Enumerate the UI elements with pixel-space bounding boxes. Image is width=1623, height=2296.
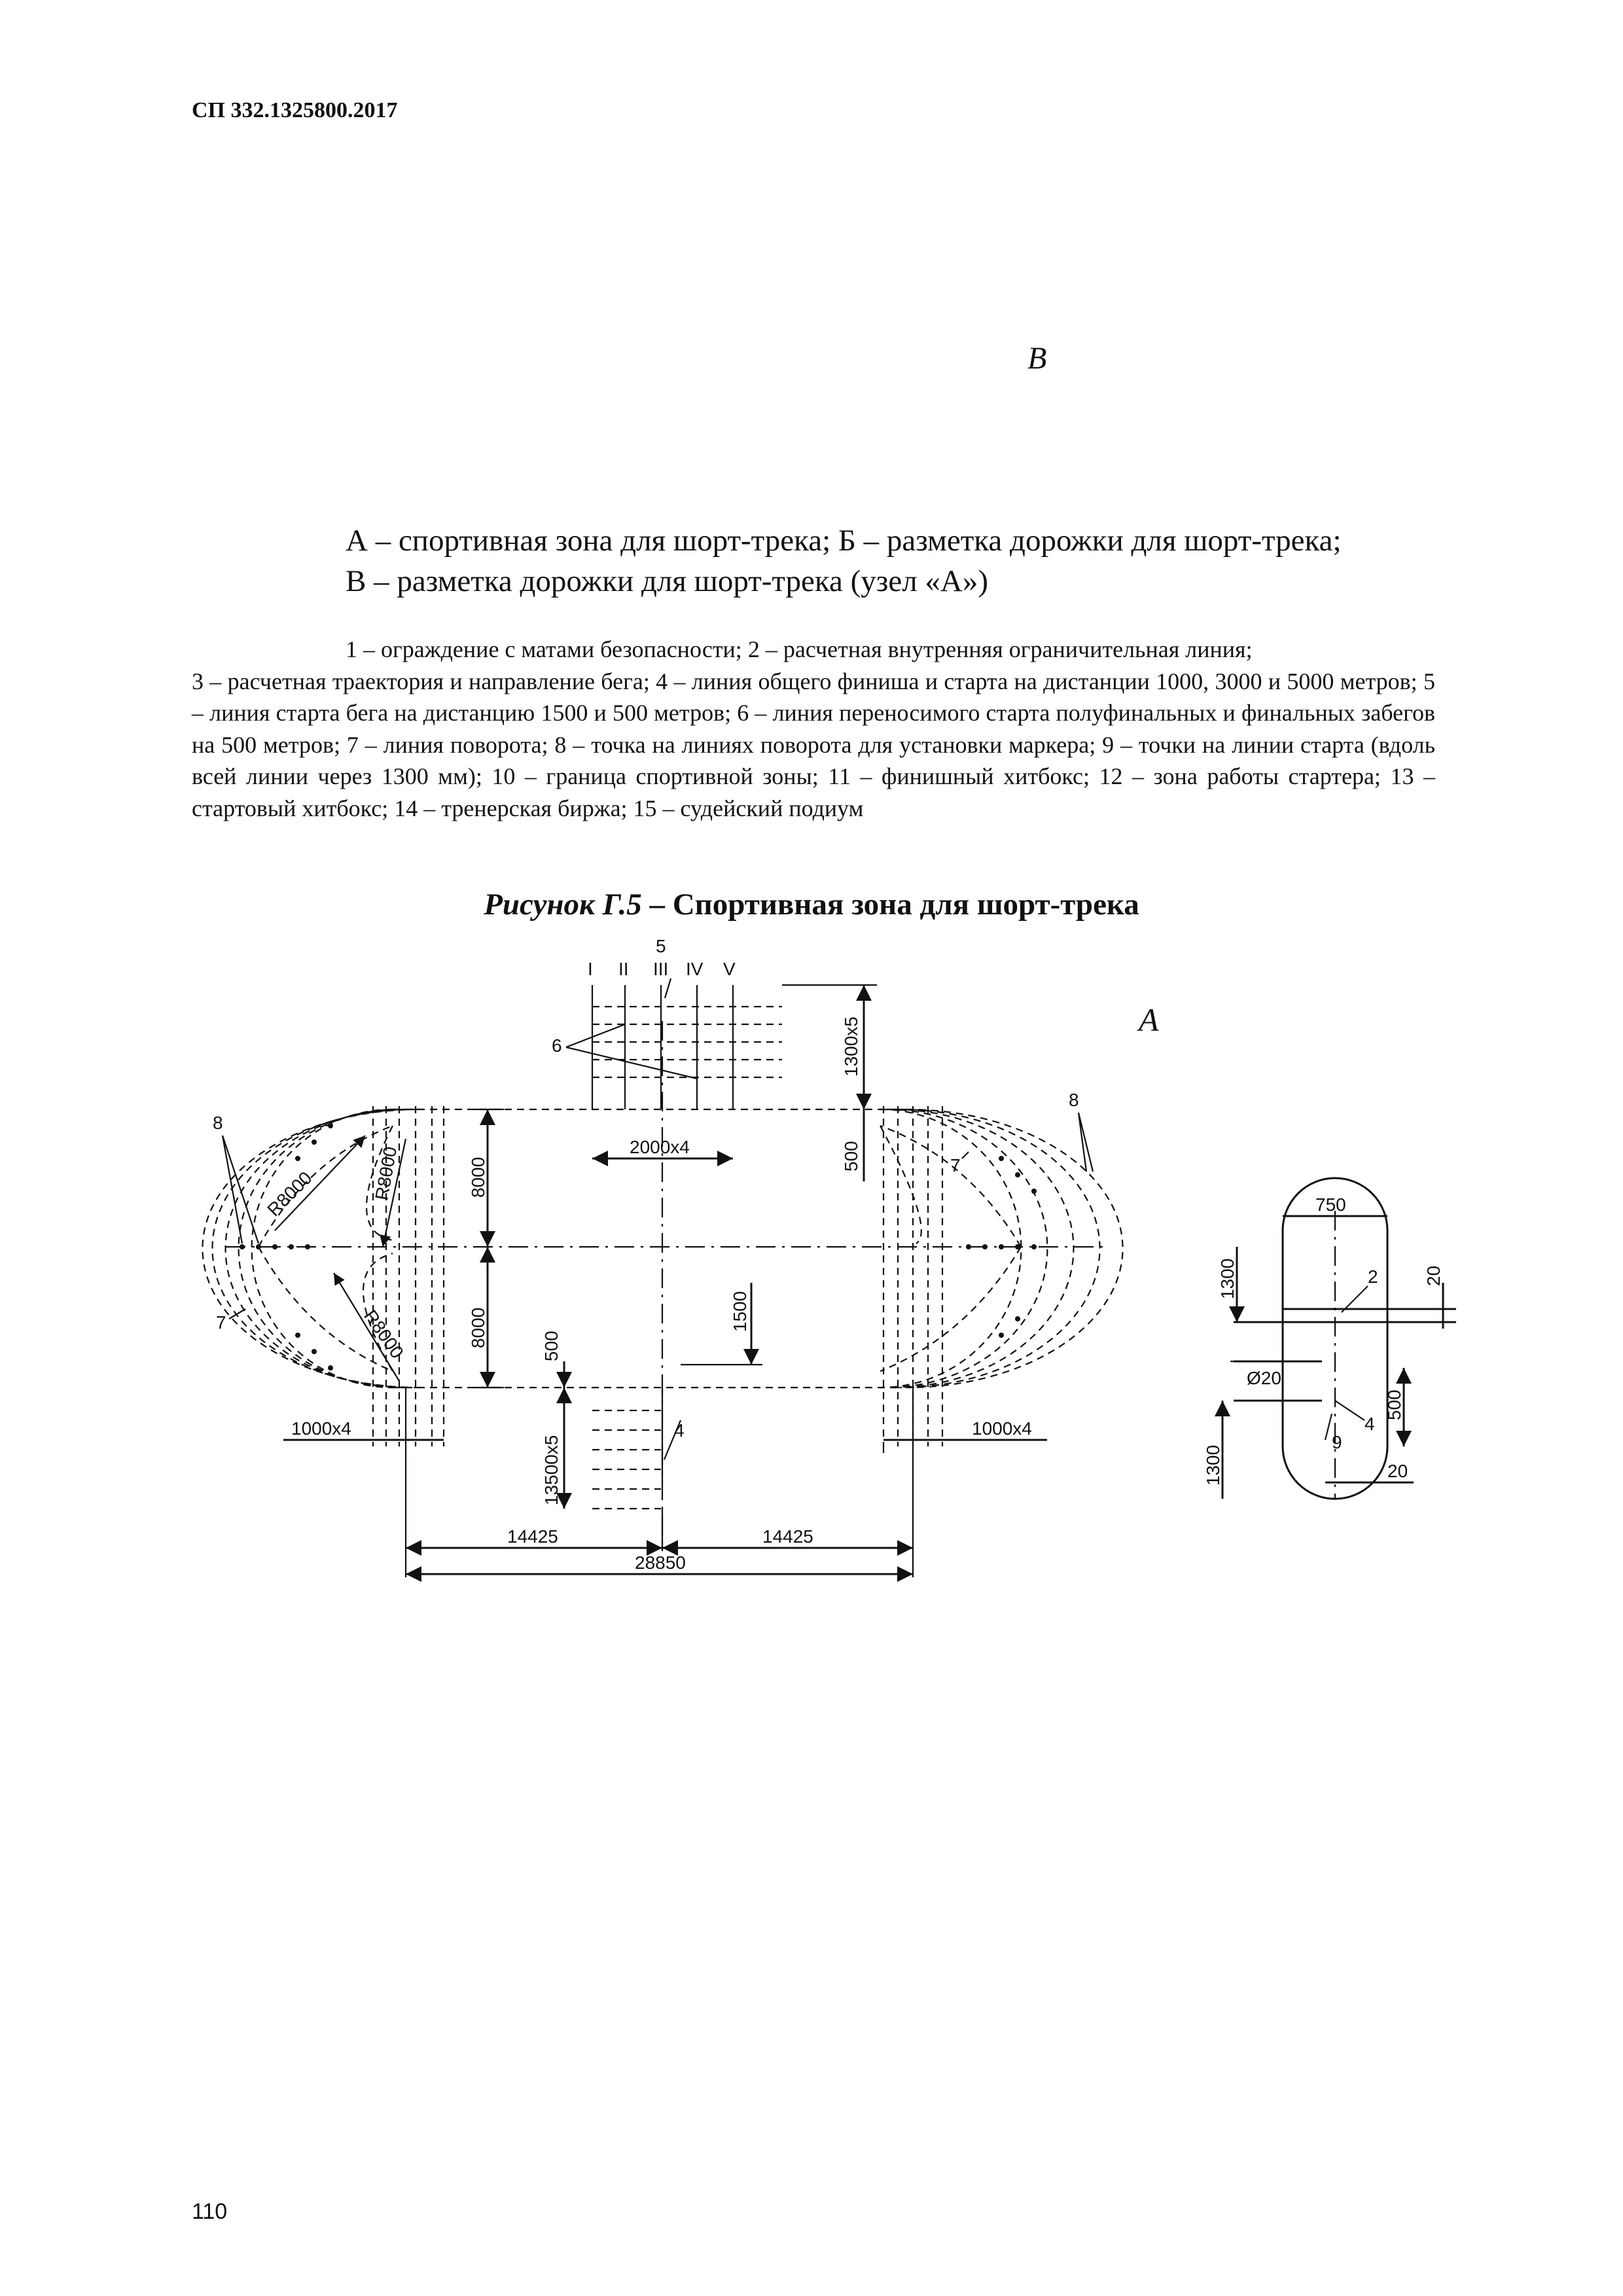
legend-items-line-1: 1 – ограждение с матами безопасности; 2 – расчетная внутренняя ограничительная линия; <box>346 636 1253 662</box>
radius-label-3: R8000 <box>360 1306 408 1363</box>
page-number: 110 <box>192 2199 228 2224</box>
lane-iii: III <box>653 959 669 979</box>
dim-1000x4-left: 1000x4 <box>291 1418 351 1439</box>
dim-1300x5: 1300x5 <box>841 1016 861 1077</box>
dim-500-top: 500 <box>841 1141 861 1172</box>
legend-abc-line-1: А – спортивная зона для шорт-трека; Б – разметка дорожки для шорт-трека; <box>346 524 1342 558</box>
leader-7-left <box>229 1309 245 1319</box>
left-arc-2 <box>239 1109 399 1388</box>
detail-callout-2: 2 <box>1368 1266 1378 1287</box>
leader-detail-9 <box>1325 1414 1332 1440</box>
dim-500-bottom: 500 <box>541 1331 562 1361</box>
section-letter-a: А <box>1139 1001 1159 1038</box>
dim-750: 750 <box>1315 1194 1346 1215</box>
leader-5 <box>665 978 671 998</box>
dim-28850: 28850 <box>635 1552 686 1573</box>
lane-v: V <box>723 959 736 979</box>
callout-5: 5 <box>656 936 666 956</box>
bottom-finish-zone <box>541 1283 762 1509</box>
top-start-zone <box>552 936 877 1181</box>
callout-4: 4 <box>674 1420 685 1441</box>
dim-1500: 1500 <box>730 1291 750 1332</box>
dim-2000x4: 2000x4 <box>630 1137 690 1157</box>
callout-8-left: 8 <box>213 1113 223 1133</box>
dim-20-right: 20 <box>1423 1265 1444 1286</box>
radius-label-2: R8000 <box>371 1145 401 1202</box>
detail-a <box>1203 1178 1456 1499</box>
dim-500-detail: 500 <box>1384 1390 1404 1420</box>
dim-1300-top: 1300 <box>1217 1258 1238 1299</box>
detail-callout-9: 9 <box>1332 1432 1342 1452</box>
callout-8-right: 8 <box>1069 1090 1079 1110</box>
dim-1300-bottom: 1300 <box>1203 1444 1223 1486</box>
legend-abc-line-2: В – разметка дорожки для шорт-трека (узел «А») <box>346 564 989 598</box>
right-inner-curve-top <box>880 1126 1021 1247</box>
callout-6: 6 <box>552 1035 562 1056</box>
right-swing-top <box>880 1126 921 1244</box>
dim-1000x4-right: 1000x4 <box>972 1418 1032 1439</box>
figure-number: Рисунок Г.5 <box>484 888 642 922</box>
dim-14425-left: 14425 <box>507 1526 558 1547</box>
right-inner-curve-bottom <box>880 1247 1021 1371</box>
dim-phi20: Ø20 <box>1247 1368 1281 1388</box>
figure-caption-dash: – <box>641 888 673 922</box>
dim-20-bottom: 20 <box>1387 1461 1408 1481</box>
radius-label-1: R8000 <box>263 1167 316 1221</box>
detail-callout-4: 4 <box>1364 1414 1375 1434</box>
callout-7-right: 7 <box>950 1155 961 1175</box>
right-arc-5 <box>906 1109 1123 1388</box>
dim-8000-lower: 8000 <box>468 1307 488 1348</box>
lane-i: I <box>588 959 593 979</box>
callout-7-left: 7 <box>216 1312 226 1333</box>
dim-8000-upper: 8000 <box>468 1157 488 1198</box>
document-code: СП 332.1325800.2017 <box>192 98 398 122</box>
leader-6-b <box>566 1047 697 1079</box>
dim-13500x5: 13500x5 <box>541 1435 562 1505</box>
dim-14425-right: 14425 <box>762 1526 813 1547</box>
lane-ii: II <box>618 959 629 979</box>
bottom-dimensions <box>283 1388 1047 1577</box>
figure-letter-v: В <box>1027 341 1047 376</box>
legend-items-rest: 3 – расчетная траектория и направление бега; 4 – линия общего финиша и старта на дистанции 1000, 3000 и 5000 метров; 5 – линия старта бега на дистанцию 1500 и 500 метров; 6 – линия переносимого старта полуфинальных и финальных забегов на 500 метров; 7 – линия поворота; 8 – точка на линиях поворота для установки маркера; 9 – точки на линии старта (вдоль всей линии через 1300 мм); 10 – граница спортивной зоны; 11 – финишный хитбокс; 12 – зона работы стартера; 13 – стартовый хитбокс; 14 – тренерская биржа; 15 – судейский подиум <box>192 668 1435 821</box>
leader-7-right <box>962 1152 969 1158</box>
leader-8-left-a <box>223 1136 242 1244</box>
lane-iv: IV <box>686 959 704 979</box>
leader-detail-4 <box>1335 1401 1364 1420</box>
leader-6-a <box>566 1024 625 1047</box>
figure-title: Спортивная зона для шорт-трека <box>672 888 1139 922</box>
